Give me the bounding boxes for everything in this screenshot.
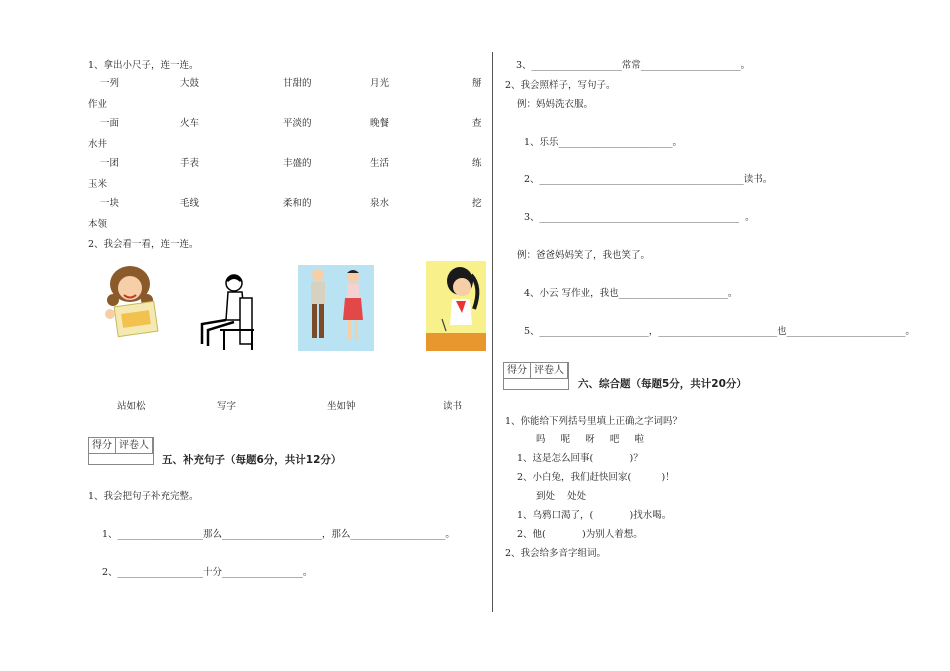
match-cell: 甘甜的 (283, 78, 312, 89)
score-box (88, 437, 154, 454)
match-cell: 练 (472, 158, 482, 169)
section-title: 五、补充句子（每题6分，共计12分） (162, 454, 342, 466)
grader-label: 评卷人 (531, 363, 568, 378)
fill-sentence: 1、乌鸦口渴了，( )找水喝。 (517, 510, 672, 521)
picture-label: 写字 (217, 401, 237, 412)
match-cell: 一面 (100, 118, 120, 129)
match-cell: 泉水 (370, 198, 390, 209)
char-options: 到处 处处 (536, 491, 587, 502)
match-cell: 一块 (100, 198, 120, 209)
fill-line: 1、乐乐________________________。 (524, 137, 683, 148)
match-cell: 挖 (472, 198, 482, 209)
score-label: 得分 (504, 363, 531, 378)
grader-label: 评卷人 (116, 438, 153, 453)
score-box (503, 362, 569, 379)
fill-line: 2、__________________十分_________________。 (102, 567, 313, 578)
match-cell: 掰 (472, 78, 482, 89)
match-cell: 本领 (88, 219, 108, 230)
match-cell: 大鼓 (180, 78, 200, 89)
match-cell: 一团 (100, 158, 120, 169)
fill-line: 2、___________________________________________读书。 (524, 174, 773, 185)
fill-line: 1、__________________那么_____________________，那么____________________。 (102, 529, 455, 540)
question-text: 2、我会给多音字组词。 (505, 548, 607, 559)
char-options: 吗 呢 呀 吧 啦 (536, 434, 645, 445)
column-divider (492, 52, 493, 612)
section-title: 六、综合题（每题5分，共计20分） (578, 378, 747, 390)
match-cell: 月光 (370, 78, 390, 89)
match-cell: 一列 (100, 78, 120, 89)
match-cell: 平淡的 (283, 118, 312, 129)
boy-sitting-picture (190, 270, 260, 352)
question-text: 2、我会照样子，写句子。 (505, 80, 616, 91)
question-text: 1、我会把句子补充完整。 (88, 491, 199, 502)
match-cell: 玉米 (88, 179, 108, 190)
fill-line: 4、小云 写作业，我也_______________________。 (524, 288, 738, 299)
fill-sentence: 2、小白兔，我们赶快回家( )！ (517, 472, 675, 483)
fill-sentence: 1、这是怎么回事( )？ (517, 453, 643, 464)
q2-title: 2、我会看一看，连一连。 (88, 239, 199, 250)
match-cell: 柔和的 (283, 198, 312, 209)
fill-sentence: 2、他( )为别人着想。 (517, 529, 643, 540)
match-cell: 丰盛的 (283, 158, 312, 169)
picture-label: 站如松 (117, 401, 146, 412)
match-cell: 水井 (88, 139, 108, 150)
fill-line: 5、_______________________，_________________________也_________________________。 (524, 326, 915, 337)
girl-writing-picture (426, 261, 486, 351)
match-cell: 晚餐 (370, 118, 390, 129)
girl-reading-picture (100, 262, 162, 342)
match-cell: 火车 (180, 118, 200, 129)
kids-standing-picture (298, 265, 374, 351)
picture-label: 坐如钟 (327, 401, 356, 412)
match-cell: 生活 (370, 158, 390, 169)
score-label: 得分 (89, 438, 116, 453)
question-text: 1、你能给下列括号里填上正确之字词吗？ (505, 416, 683, 427)
fill-line: 3、__________________________________________ 。 (524, 212, 755, 223)
match-cell: 查 (472, 118, 482, 129)
example-text: 例：妈妈洗衣服。 (517, 99, 594, 110)
picture-label: 读书 (443, 401, 463, 412)
fill-line: 3、___________________常常_____________________。 (516, 60, 751, 71)
match-cell: 作业 (88, 99, 108, 110)
q1-title: 1、拿出小尺子，连一连。 (88, 60, 199, 71)
match-cell: 手表 (180, 158, 200, 169)
match-cell: 毛线 (180, 198, 200, 209)
example-text: 例：爸爸妈妈笑了，我也笑了。 (517, 250, 651, 261)
